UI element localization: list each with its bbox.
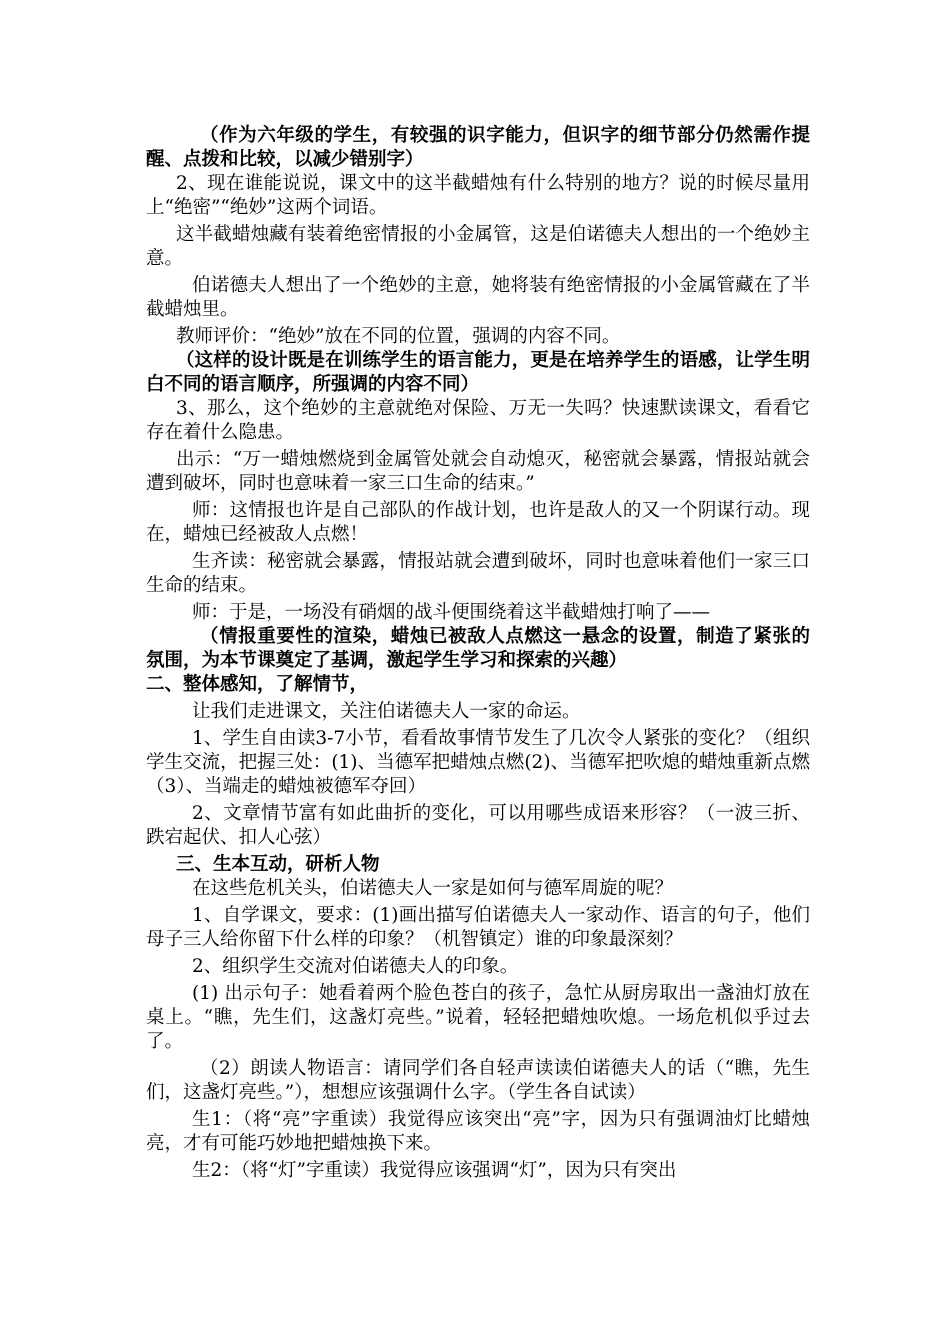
teacher-line-1: 师：这情报也许是自己部队的作战计划，也许是敌人的又一个阴谋行动。现在，蜡烛已经被敌人点燃！ bbox=[146, 500, 810, 545]
answer-sentence-1: 这半截蜡烛藏有装着绝密情报的小金属管，这是伯诺德夫人想出的一个绝妙主意。 bbox=[146, 224, 810, 269]
section-heading-2: 二、整体感知，了解情节， bbox=[146, 674, 369, 695]
task-self-study: 1、自学课文，要求：(1)画出描写伯诺德夫人一家动作、语言的句子，他们母子三人给你留下什么样的印象？（机智镇定）谁的印象最深刻？ bbox=[146, 905, 810, 950]
task-free-reading: 1、学生自由读3-7小节，看看故事情节发生了几次令人紧张的变化？（组织学生交流，把握三处：(1)、当德军把蜡烛点燃(2)、当德军把吹熄的蜡烛重新点燃（3）、当端走的蜡烛被德军夺回） bbox=[146, 728, 810, 797]
student-2-answer: 生2：（将“灯”字重读）我觉得应该强调“灯”，因为只有突出 bbox=[192, 1160, 677, 1181]
design-note-literacy: （作为六年级的学生，有较强的识字能力，但识字的细节部分仍然需作提醒、点拨和比较，以减少错别字） bbox=[146, 125, 810, 170]
students-read-aloud: 生齐读：秘密就会暴露，情报站就会遭到破坏，同时也意味着他们一家三口生命的结束。 bbox=[146, 551, 810, 596]
task-idioms: 2、文章情节富有如此曲折的变化，可以用哪些成语来形容？（一波三折、跌宕起伏、扣人心弦） bbox=[146, 803, 810, 848]
display-quote: 出示：“万一蜡烛燃烧到金属管处就会自动熄灭，秘密就会暴露，情报站就会遭到破坏，同时也意味着一家三口生命的结束。” bbox=[146, 449, 810, 494]
intro-line-crisis: 在这些危机关头，伯诺德夫人一家是如何与德军周旋的呢？ bbox=[192, 878, 674, 899]
teacher-line-2: 师：于是，一场没有硝烟的战斗便围绕着这半截蜡烛打响了—— bbox=[192, 602, 711, 623]
task-discussion: 2、组织学生交流对伯诺德夫人的印象。 bbox=[192, 956, 519, 977]
student-1-answer: 生1：（将“亮”字重读）我觉得应该突出“亮”字，因为只有强调油灯比蜡烛亮，才有可能巧妙地把蜡烛换下来。 bbox=[146, 1109, 810, 1154]
intro-line-family-fate: 让我们走进课文，关注伯诺德夫人一家的命运。 bbox=[192, 701, 581, 722]
section-heading-3: 三、生本互动，研析人物 bbox=[176, 854, 380, 875]
design-note-language: （这样的设计既是在训练学生的语言能力，更是在培养学生的语感，让学生明白不同的语言顺序，所强调的内容不同） bbox=[146, 350, 810, 395]
answer-sentence-2: 伯诺德夫人想出了一个绝妙的主意，她将装有绝密情报的小金属管藏在了半截蜡烛里。 bbox=[146, 275, 810, 320]
question-hidden-danger: 3、那么，这个绝妙的主意就绝对保险、万无一失吗？快速默读课文，看看它存在着什么隐患。 bbox=[146, 398, 810, 443]
read-character-language: （2）朗读人物语言：请同学们各自轻声读读伯诺德夫人的话（“瞧，先生们，这盏灯亮些。”），想想应该强调什么字。（学生各自试读） bbox=[146, 1058, 810, 1103]
design-note-suspense: （情报重要性的渲染，蜡烛已被敌人点燃这一悬念的设置，制造了紧张的氛围，为本节课奠定了基调，激起学生学习和探索的兴趣） bbox=[146, 626, 810, 671]
teacher-evaluation: 教师评价：“绝妙”放在不同的位置，强调的内容不同。 bbox=[176, 326, 621, 347]
question-candle-special: 2、现在谁能说说，课文中的这半截蜡烛有什么特别的地方？说的时候尽量用上“绝密”“绝妙”这两个词语。 bbox=[146, 173, 810, 218]
display-sentence: (1) 出示句子：她看着两个脸色苍白的孩子，急忙从厨房取出一盏油灯放在桌上。“瞧，先生们，这盏灯亮些。”说着，轻轻把蜡烛吹熄。一场危机似乎过去了。 bbox=[146, 983, 810, 1052]
document-page bbox=[146, 124, 810, 1183]
